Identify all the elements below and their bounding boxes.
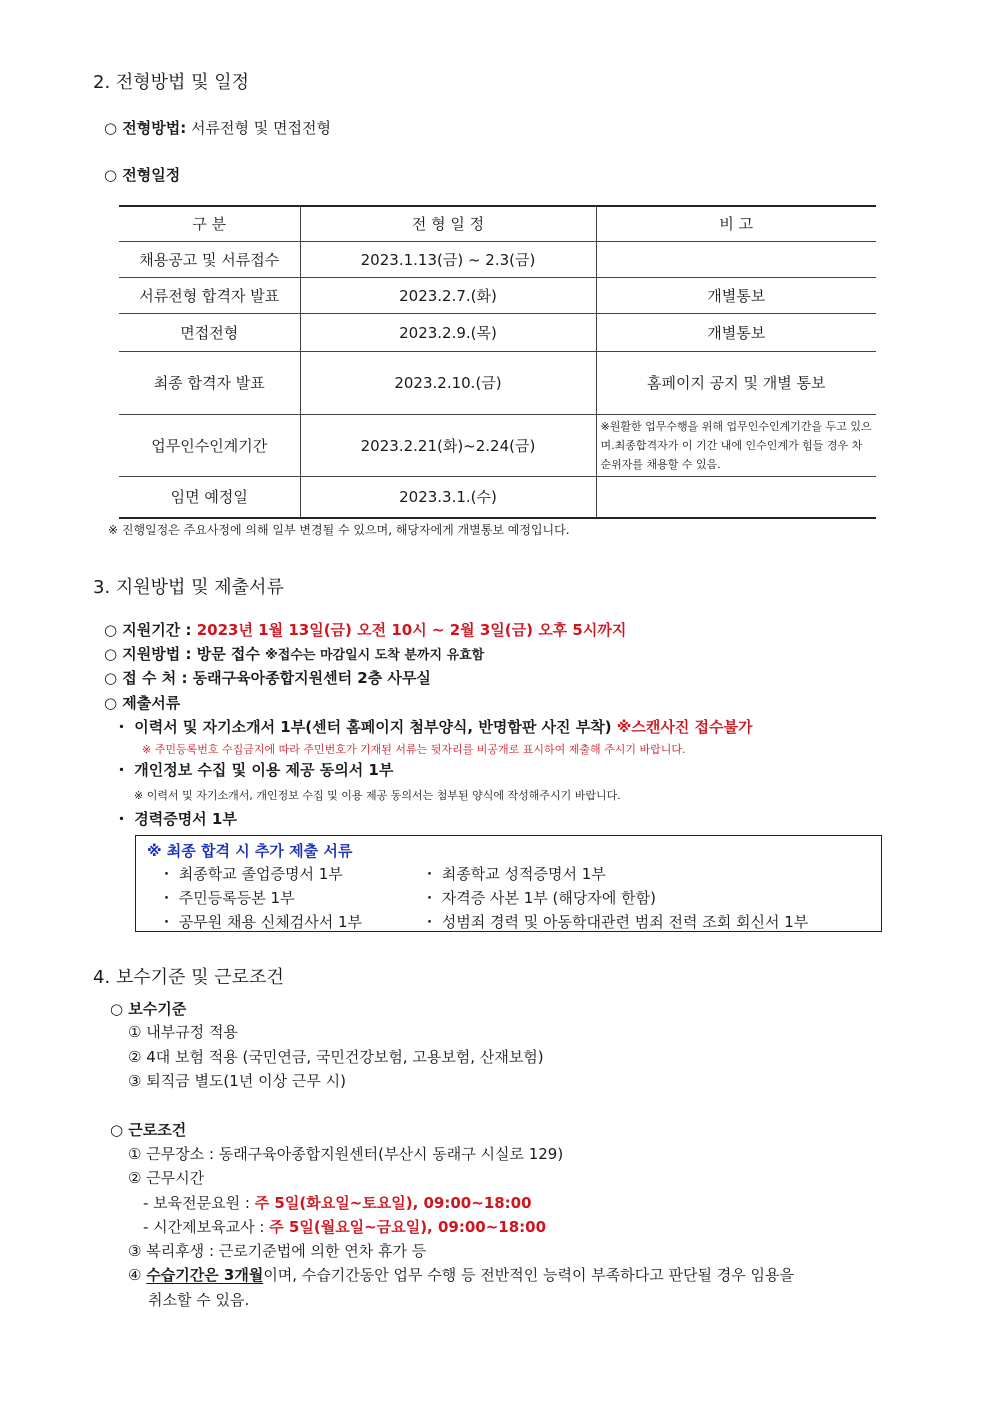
- section-3-title: 3. 지원방법 및 제출서류: [93, 577, 284, 598]
- table-row: [119, 476, 876, 518]
- application-place: ○ 접 수 처 : 동래구육아종합지원센터 2층 사무실: [104, 669, 431, 687]
- list-item: ・ 자격증 사본 1부 (해당자에 한함): [422, 889, 656, 907]
- selection-method-label: ○ 전형방법:: [104, 119, 187, 137]
- application-method-label: ○ 지원방법 : 방문 접수: [104, 645, 266, 663]
- work-hours-specialist-value: 주 5일(화요일~토요일), 09:00~18:00: [254, 1194, 532, 1212]
- table-cell: 면접전형: [119, 313, 300, 351]
- work-probation-rest: 이며, 수습기간동안 업무 수행 등 전반적인 능력이 부족하다고 판단될 경우 임용을: [263, 1266, 794, 1284]
- table-cell: 최종 합격자 발표: [119, 351, 300, 414]
- table-cell: 채용공고 및 서류접수: [119, 241, 300, 277]
- list-item: ・ 최종학교 성적증명서 1부: [422, 865, 606, 883]
- table-row: [119, 277, 876, 313]
- document-resume-note: ※스캔사진 접수불가: [616, 718, 753, 736]
- work-hours-parttime: [143, 1216, 546, 1237]
- application-method: [104, 643, 484, 664]
- table-header: 비 고: [596, 206, 876, 241]
- table-cell: 홈페이지 공지 및 개별 통보: [596, 351, 876, 414]
- table-row: [119, 313, 876, 351]
- selection-method: [104, 117, 331, 138]
- document-career: ・ 경력증명서 1부: [114, 810, 237, 828]
- table-cell: 2023.2.9.(목): [300, 313, 596, 351]
- table-cell: 2023.3.1.(수): [300, 476, 596, 518]
- document-privacy-subnote: ※ 이력서 및 자기소개서, 개인정보 수집 및 이용 제공 동의서는 첨부된 양식에 작성해주시기 바랍니다.: [134, 789, 621, 802]
- table-cell: 2023.2.7.(화): [300, 277, 596, 313]
- table-cell: 2023.2.10.(금): [300, 351, 596, 414]
- additional-documents-title: ※ 최종 합격 시 추가 제출 서류: [147, 842, 353, 860]
- table-cell: 임면 예정일: [119, 476, 300, 518]
- pay-item: ② 4대 보험 적용 (국민연금, 국민건강보험, 고용보험, 산재보험): [128, 1048, 544, 1066]
- table-cell: 개별통보: [596, 277, 876, 313]
- application-period-label: ○ 지원기간 :: [104, 621, 197, 639]
- table-header: 구 분: [119, 206, 300, 241]
- work-hours-parttime-value: 주 5일(월요일~금요일), 09:00~18:00: [269, 1218, 547, 1236]
- work-hours-specialist: [143, 1192, 532, 1213]
- document-resume: [114, 716, 753, 737]
- table-cell: [596, 241, 876, 277]
- pay-item: ③ 퇴직금 별도(1년 이상 근무 시): [128, 1072, 346, 1090]
- table-header: 전 형 일 정: [300, 206, 596, 241]
- table-row: [119, 414, 876, 476]
- work-hours-parttime-label: - 시간제보육교사 :: [143, 1218, 270, 1236]
- pay-item: ① 내부규정 적용: [128, 1023, 238, 1041]
- table-row: [119, 241, 876, 277]
- selection-method-value: 서류전형 및 면접전형: [186, 119, 331, 137]
- list-item: ・ 성범죄 경력 및 아동학대관련 범죄 전력 조회 회신서 1부: [422, 913, 809, 931]
- list-item: ・ 주민등록등본 1부: [159, 889, 295, 907]
- table-cell: [596, 476, 876, 518]
- work-conditions-label: ○ 근로조건: [110, 1121, 187, 1139]
- table-cell: 2023.1.13(금) ~ 2.3(금): [300, 241, 596, 277]
- document-privacy-consent: ・ 개인정보 수집 및 이용 제공 동의서 1부: [114, 761, 394, 779]
- table-row: [119, 351, 876, 414]
- documents-label: ○ 제출서류: [104, 694, 181, 712]
- work-probation-prefix: ④: [128, 1266, 147, 1284]
- application-period-value: 2023년 1월 13일(금) 오전 10시 ~ 2월 3일(금) 오후 5시까지: [196, 621, 627, 639]
- work-hours-specialist-label: - 보육전문요원 :: [143, 1194, 255, 1212]
- work-place: ① 근무장소 : 동래구육아종합지원센터(부산시 동래구 시실로 129): [128, 1145, 564, 1163]
- selection-schedule-label: ○ 전형일정: [104, 166, 181, 184]
- table-cell: 개별통보: [596, 313, 876, 351]
- table-cell-note: ※원활한 업무수행을 위해 업무인수인계기간을 두고 있으며.최종합격자가 이 기간 내에 인수인계가 힘들 경우 차순위자를 채용할 수 있음.: [596, 414, 876, 476]
- table-cell: 서류전형 합격자 발표: [119, 277, 300, 313]
- table-header-row: [119, 206, 876, 241]
- table-cell: 2023.2.21(화)~2.24(금): [300, 414, 596, 476]
- document-resume-text: ・ 이력서 및 자기소개서 1부(센터 홈페이지 첨부양식, 반명함판 사진 부착): [114, 718, 617, 736]
- schedule-note: ※ 진행일정은 주요사정에 의해 일부 변경될 수 있으며, 해당자에게 개별통보 예정입니다.: [108, 523, 570, 537]
- section-4-title: 4. 보수기준 및 근로조건: [93, 967, 284, 988]
- list-item: ・ 공무원 채용 신체검사서 1부: [159, 913, 363, 931]
- table-cell: 업무인수인계기간: [119, 414, 300, 476]
- additional-documents-box: [135, 835, 882, 932]
- section-2-title: 2. 전형방법 및 일정: [93, 72, 250, 93]
- schedule-table: [119, 205, 876, 519]
- application-method-note: ※접수는 마감일시 도착 분까지 유효함: [265, 648, 485, 663]
- pay-standard-label: ○ 보수기준: [110, 1000, 187, 1018]
- work-probation-emphasis: 수습기간은 3개월: [146, 1266, 264, 1284]
- work-probation-line2: 취소할 수 있음.: [148, 1291, 250, 1309]
- document-resume-subnote: ※ 주민등록번호 수집금지에 따라 주민번호가 기재된 서류는 뒷자리를 비공개로 표시하여 제출해 주시기 바랍니다.: [142, 743, 686, 756]
- list-item: ・ 최종학교 졸업증명서 1부: [159, 865, 343, 883]
- application-period: [104, 619, 626, 640]
- work-probation: [128, 1264, 794, 1285]
- work-hours-label: ② 근무시간: [128, 1169, 205, 1187]
- work-benefits: ③ 복리후생 : 근로기준법에 의한 연차 휴가 등: [128, 1242, 427, 1260]
